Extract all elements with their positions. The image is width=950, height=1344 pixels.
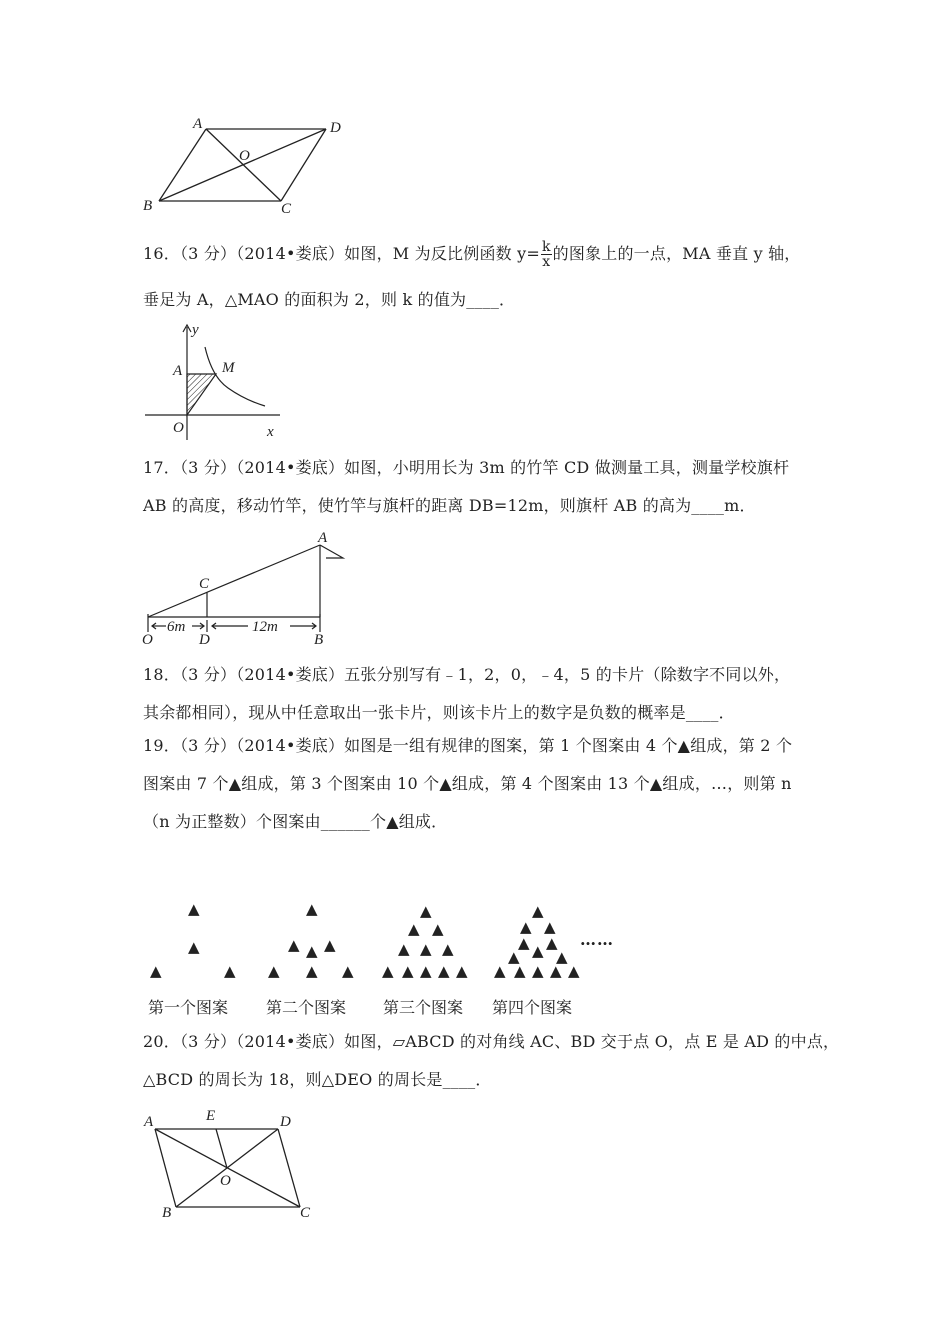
answer-blank: ____ [466, 290, 500, 309]
pattern-2-triangle: ▲ [306, 900, 318, 918]
distance-label-db: 12m [252, 619, 278, 635]
pattern-4-triangle: ▲ [514, 962, 526, 980]
point-label-a: A [173, 363, 183, 379]
pattern-4-triangle: ▲ [544, 918, 556, 936]
pattern-3-triangle: ▲ [402, 962, 414, 980]
pattern-4-triangle: ▲ [508, 948, 520, 966]
vertex-label-a: A [144, 1114, 154, 1130]
pattern-3-triangle: ▲ [382, 962, 394, 980]
pattern-2-triangle: ▲ [306, 962, 318, 980]
point-label-c: C [199, 576, 210, 592]
hyperbola-figure [140, 322, 290, 444]
question-17-line-2: AB 的高度，移动竹竿，使竹竿与旗杆的距离 DB=12m，则旗杆 AB 的高为____m． [143, 496, 756, 515]
question-19-line-1: 19．（3 分）（2014•娄底）如图是一组有规律的图案，第 1 个图案由 4 个▲组成，第 2 个 [143, 736, 793, 755]
pattern-2-triangle: ▲ [288, 936, 300, 954]
flagpole-figure [138, 528, 348, 650]
axis-label-y: y [192, 322, 199, 338]
point-label-m: M [222, 360, 235, 376]
fraction-k-over-x: $\frac{k}{x}$ [541, 239, 551, 270]
pattern-4-triangle: ▲ [518, 934, 530, 952]
pattern-4-triangle: ▲ [546, 934, 558, 952]
pattern-caption-3: 第三个图案 [383, 998, 464, 1017]
vertex-label-o: O [239, 148, 250, 164]
pattern-3-triangle: ▲ [398, 940, 410, 958]
question-18-line-2: 其余都相同），现从中任意取出一张卡片，则该卡片上的数字是负数的概率是____． [143, 703, 735, 722]
pattern-4-triangle: ▲ [556, 948, 568, 966]
axis-label-x: x [267, 424, 274, 440]
pattern-2-triangle: ▲ [342, 962, 354, 980]
pattern-3-triangle: ▲ [442, 940, 454, 958]
pattern-4-triangle: ▲ [568, 962, 580, 980]
answer-blank: ____ [691, 496, 725, 515]
vertex-label-c: C [300, 1205, 311, 1221]
pattern-3-triangle: ▲ [408, 920, 420, 938]
pattern-2-triangle: ▲ [268, 962, 280, 980]
pattern-caption-2: 第二个图案 [266, 998, 347, 1017]
pattern-2-triangle: ▲ [306, 942, 318, 960]
vertex-label-b: B [162, 1205, 172, 1221]
question-19-line-3: （n 为正整数）个图案由______个▲组成． [143, 812, 448, 831]
question-19-line-2: 图案由 7 个▲组成，第 3 个图案由 10 个▲组成，第 4 个图案由 13 个▲组成，…，则第 n [143, 774, 792, 793]
pattern-1-triangle: ▲ [224, 962, 236, 980]
point-label-o: O [142, 632, 153, 648]
point-label-o: O [220, 1173, 231, 1189]
pattern-3-triangle: ▲ [420, 962, 432, 980]
answer-blank: ______ [320, 812, 370, 831]
point-label-d: D [199, 632, 210, 648]
pattern-4-triangle: ▲ [532, 902, 544, 920]
pattern-3-triangle: ▲ [432, 920, 444, 938]
answer-blank: ____ [442, 1070, 476, 1089]
distance-label-od: 6m [167, 619, 186, 635]
point-label-b: B [314, 632, 324, 648]
question-18-line-1: 18．（3 分）（2014•娄底）五张分别写有﹣1，2，0，﹣4，5 的卡片（除数字不同以外， [143, 665, 791, 684]
pattern-2-triangle: ▲ [324, 936, 336, 954]
question-16-line-1: 16．（3 分）（2014•娄底）如图，M 为反比例函数 y= $\frac{k}{x}$ 的图象上的一点，MA 垂直 y 轴， [143, 239, 801, 270]
vertex-label-a: A [193, 116, 203, 132]
pattern-caption-4: 第四个图案 [492, 998, 573, 1017]
parallelogram-figure-bottom [138, 1102, 328, 1227]
point-label-e: E [206, 1108, 216, 1124]
question-20-line-1: 20．（3 分）（2014•娄底）如图，▱ABCD 的对角线 AC、BD 交于点 O，点 E 是 AD 的中点， [143, 1032, 840, 1051]
continuation-dots: …… [580, 930, 614, 949]
question-20-line-2: △BCD 的周长为 18，则△DEO 的周长是____． [143, 1070, 492, 1089]
vertex-label-b: B [143, 198, 153, 214]
pattern-1-triangle: ▲ [188, 938, 200, 956]
pattern-4-triangle: ▲ [532, 942, 544, 960]
answer-blank: ____ [685, 703, 719, 722]
point-label-a: A [318, 530, 328, 546]
pattern-3-triangle: ▲ [438, 962, 450, 980]
pattern-4-triangle: ▲ [550, 962, 562, 980]
parallelogram-figure-top [135, 110, 355, 220]
vertex-label-c: C [281, 201, 292, 217]
pattern-3-triangle: ▲ [420, 940, 432, 958]
vertex-label-d: D [330, 120, 341, 136]
pattern-4-triangle: ▲ [494, 962, 506, 980]
pattern-4-triangle: ▲ [520, 918, 532, 936]
question-17-line-1: 17．（3 分）（2014•娄底）如图，小明用长为 3m 的竹竿 CD 做测量工具，测量学校旗杆 [143, 458, 790, 477]
pattern-1-triangle: ▲ [188, 900, 200, 918]
pattern-caption-1: 第一个图案 [148, 998, 229, 1017]
pattern-3-triangle: ▲ [456, 962, 468, 980]
vertex-label-d: D [280, 1114, 291, 1130]
pattern-3-triangle: ▲ [420, 902, 432, 920]
pattern-1-triangle: ▲ [150, 962, 162, 980]
pattern-4-triangle: ▲ [532, 962, 544, 980]
origin-label-o: O [173, 420, 184, 436]
question-16-line-2: 垂足为 A，△MAO 的面积为 2，则 k 的值为____． [143, 290, 516, 309]
